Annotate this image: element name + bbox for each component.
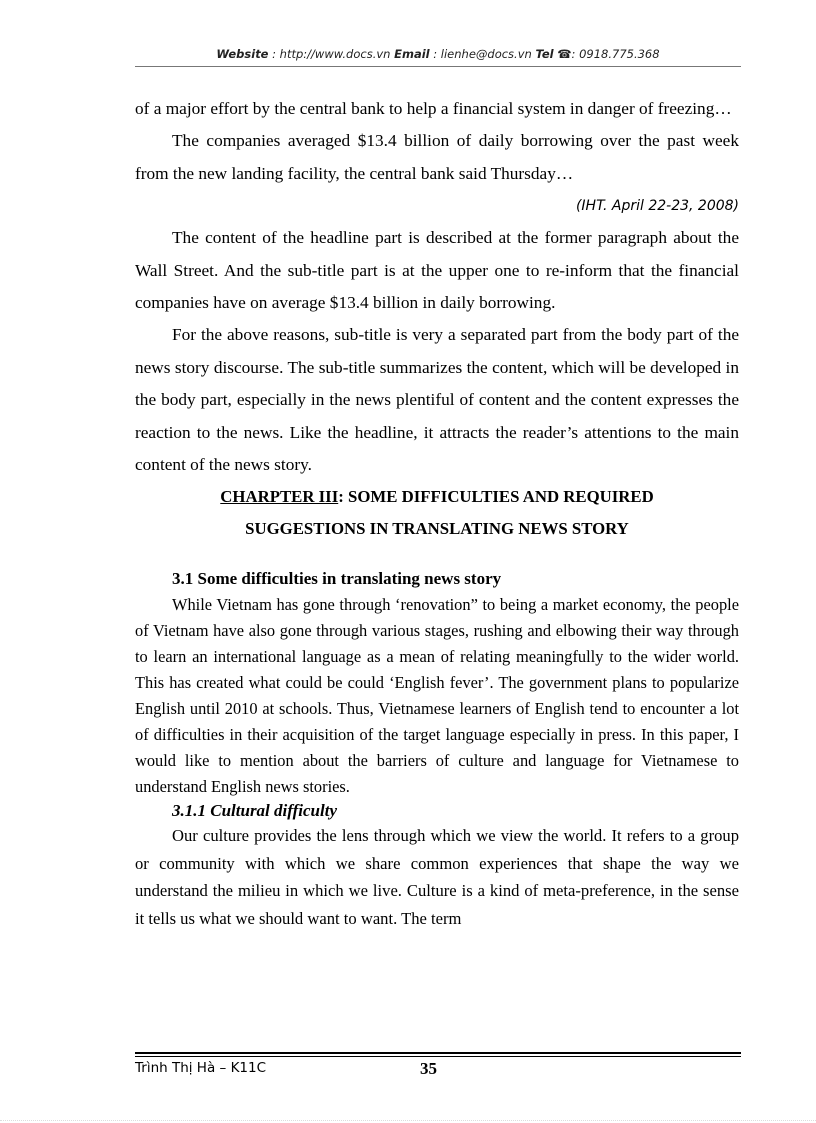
section-heading: 3.1 Some difficulties in translating news story: [172, 569, 502, 589]
website-url[interactable]: : http://www.docs.vn: [268, 47, 395, 61]
footer-divider-thick: [135, 1052, 741, 1054]
page-number: 35: [420, 1059, 437, 1078]
email-address[interactable]: : lienhe@docs.vn: [429, 47, 536, 61]
paragraph-2: The companies averaged $13.4 billion of daily borrowing over the past week from the new landing facility, the central bank said Thursday…: [135, 131, 739, 183]
document-body: [135, 93, 739, 933]
citation: (IHT. April 22-23, 2008): [575, 198, 739, 215]
paragraph-4: For the above reasons, sub-title is very a separated part from the body part of the news story discourse. The sub-title summarizes the content, which will be developed in the body part, especially in the news plentiful of content and the content expresses the reaction to the news. Like the headline, it attracts the reader’s attentions to the main content of the news story.: [135, 325, 739, 475]
email-label: Email: [394, 47, 430, 61]
chapter-title-line1: : SOME DIFFICULTIES AND REQUIRED: [338, 487, 654, 507]
page-header: [135, 47, 741, 61]
section-paragraph: While Vietnam has gone through ‘renovation” to being a market economy, the people of Vietnam have also gone through various stages, rushing and elbowing their way through to learn an international language as a mean of relating meaningfully to the wider world. This has created what could be could ‘English fever’. The government plans to popularize English until 2010 at schools. Thus, Vietnamese learners of English tend to encounter a lot of difficulties in their acquisition of the target language especially in press. In this paper, I would like to mention about the barriers of culture and language for Vietnamese to understand English news stories.: [135, 595, 739, 796]
chapter-heading: [135, 481, 739, 513]
subsection-heading: 3.1.1 Cultural difficulty: [172, 800, 337, 820]
website-label: Website: [216, 47, 269, 61]
page-bottom-edge: [0, 1120, 816, 1121]
tel-number: : 0918.775.368: [571, 47, 660, 61]
chapter-label: CHARPTER III: [220, 487, 339, 507]
footer-divider-thin: [135, 1056, 741, 1057]
chapter-title-line2: SUGGESTIONS IN TRANSLATING NEWS STORY: [245, 519, 629, 539]
paragraph-1: of a major effort by the central bank to help a financial system in danger of freezing…: [135, 99, 732, 118]
subsection-paragraph: Our culture provides the lens through which we view the world. It refers to a group or community with which we share common experiences that shape the way we understand the milieu in which we live. Culture is a kind of meta-preference, in the sense it tells us what we should want to want. The term: [135, 825, 739, 929]
footer-author: Trình Thị Hà – K11C: [135, 1060, 267, 1076]
tel-label: Tel: [535, 47, 554, 61]
paragraph-3: The content of the headline part is described at the former paragraph about the Wall Street. And the sub-title part is at the upper one to re-inform that the financial companies have on average $13.4 billion in daily borrowing.: [135, 228, 739, 313]
header-divider: [135, 66, 741, 67]
phone-icon: ☎: [557, 47, 572, 61]
